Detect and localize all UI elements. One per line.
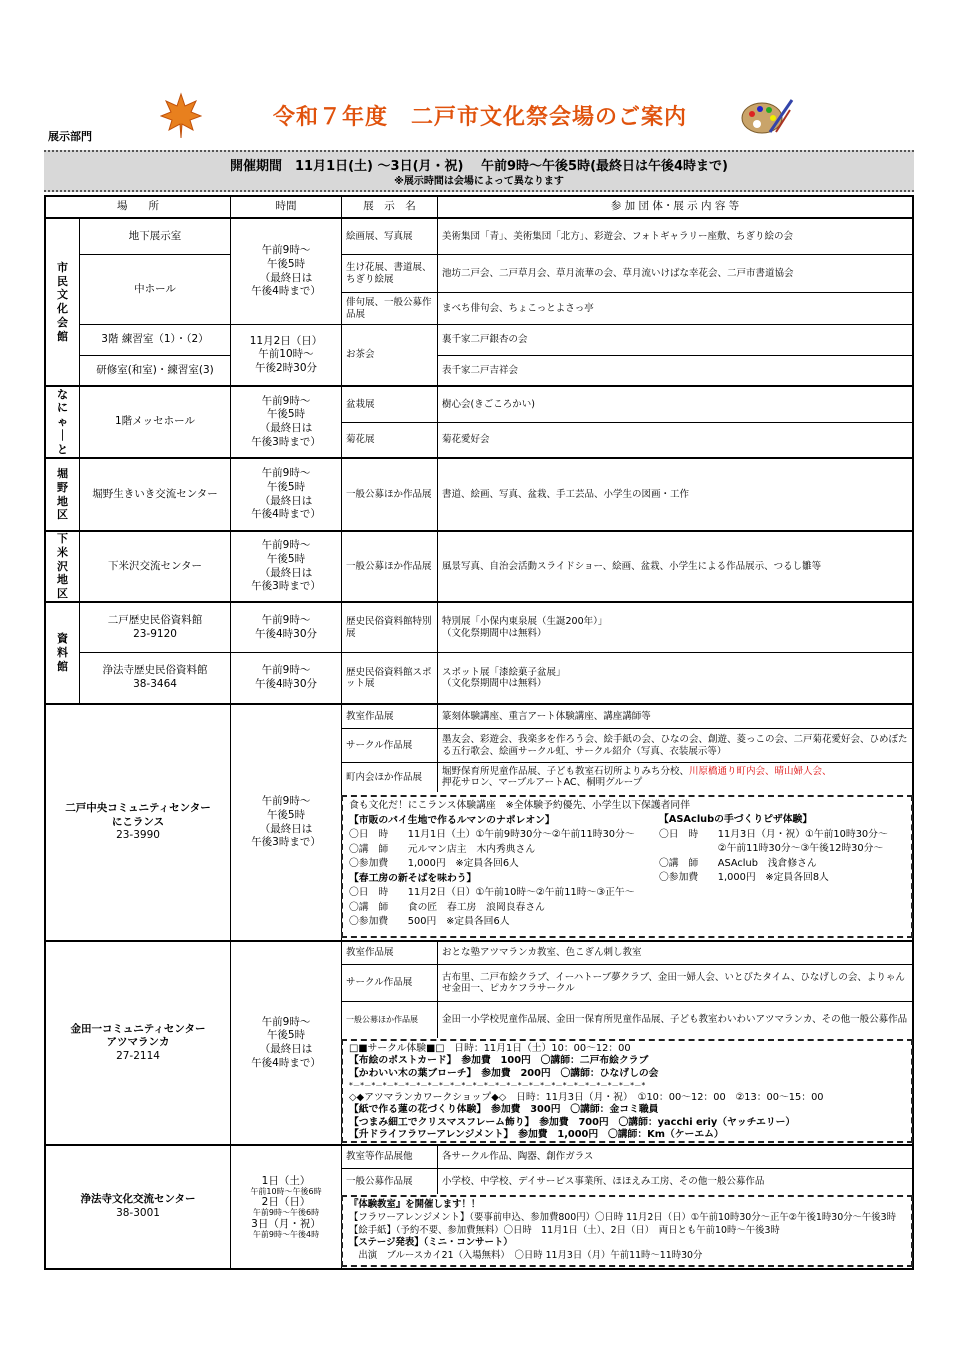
exhibit-museum-special: 歴史民俗資料館特別展 (346, 616, 432, 639)
box-line: 【紙で作る蓮の花づくり体験】 参加費 300円 〇講師：金コミ職員 (349, 1104, 659, 1116)
vertical-label (57, 467, 68, 522)
venue-group-horino (46, 459, 79, 530)
box-line: 〇参加費 500円 ※定員各回6人 (349, 916, 510, 927)
venue-group-nanya (46, 387, 79, 457)
groups-j-class: 各サークル作品、陶器、創作ガラス (442, 1151, 594, 1163)
room-practice-3f: 3階 練習室（1）・（2） (101, 333, 209, 346)
vertical-char: 地 (57, 573, 68, 587)
box-line: 【フラワーアレンジメント】（要事前申込、参加費800円）〇日時 11月2日（日）①午前10時30分～正午②午後1時30分～午後3時 (349, 1211, 897, 1223)
groups-haiku: まべち俳句会、ちょこっとよさっ亭 (442, 302, 594, 314)
vertical-char: ｜ (57, 428, 68, 442)
vertical-char: 会 (57, 315, 68, 329)
box-line: 【かわいい木の葉ブローチ】 参加費 200円 〇講師：ひなげしの会 (349, 1067, 659, 1079)
room-horino: 堀野生きいき交流センター (92, 487, 218, 500)
vertical-char: 野 (57, 480, 68, 494)
time-tea: 11月2日（日） 午前10時～ 午後2時30分 (249, 334, 323, 374)
page-title: 令和７年度 二戸市文化祭会場のご案内 (272, 105, 687, 130)
venue-phone: 38-3001 (116, 1207, 160, 1219)
box-line: 出演 ブルースカイ21（入場無料） 〇日時 11月3日（月）午前11時～11時30分 (349, 1250, 703, 1262)
vertical-char: ゃ (57, 415, 68, 429)
time-line: 午前9時～午後4時 (252, 1229, 320, 1239)
time-shimoyonezawa: 午前9時～ 午後5時 （最終日は 午後3時まで） (251, 539, 321, 593)
box-line: 食も文化だ！にこランス体験講座 ※全体験予約優先、小学生以下保護者同伴 (349, 800, 691, 811)
museum-name: 二戸歴史民俗資料館 (107, 613, 203, 626)
exhibit-museum-spot: 歴史民俗資料館スポット展 (346, 666, 432, 689)
vertical-char: 地 (57, 494, 68, 508)
vertical-char: 市 (57, 260, 68, 274)
groups-chrysanthemum: 菊花愛好会 (442, 434, 490, 446)
header-exhibit: 展 示 名 (363, 200, 416, 213)
room-messe-hall: 1階メッセホール (115, 415, 195, 428)
groups-k-class: おとな塾アツマランカ教室、色こぎん刺し教室 (442, 947, 642, 959)
box-line: 〇講 師 ASAclub 浅倉修さん (659, 857, 817, 869)
vertical-char: 館 (57, 659, 68, 673)
exhibit-haiku: 俳句展、一般公募作品展 (346, 297, 432, 320)
exhibit-j-public: 一般公募作品展 (346, 1175, 413, 1187)
exhibit-k-circle: サークル作品展 (346, 977, 413, 989)
vertical-char: と (57, 442, 68, 456)
vertical-char: 米 (57, 545, 68, 559)
workshop-box-joboji (341, 1195, 913, 1267)
exhibit-j-class: 教室等作品展他 (346, 1151, 413, 1163)
vertical-char: 料 (57, 646, 68, 660)
venue-name: 浄法寺文化交流センター (80, 1193, 196, 1206)
header-time: 時間 (275, 200, 297, 213)
box-line: 〇日 時 11月3日（月・祝）①午前10時30分～ (659, 828, 888, 840)
header-groups: 参 加 団 体・展 示 内 容 等 (610, 200, 740, 213)
vertical-char: 区 (57, 508, 68, 522)
museum-name: 浄法寺歴史民俗資料館 (102, 664, 208, 677)
groups-painting: 美術集団「青」、美術集団「北方」、彩遊会、フォトギャラリー座敷、ちぎり絵の会 (442, 230, 794, 242)
box-line: 【布絵のポストカード】 参加費 100円 〇講師：二戸布絵クラブ (349, 1055, 649, 1067)
time-nanya: 午前9時～ 午後5時 （最終日は 午後3時まで） (251, 394, 321, 448)
venue-group-shiryokan (46, 603, 79, 703)
groups-town-red: 川原橋通り町内会、晴山婦人会、 (689, 766, 832, 777)
vertical-char: に (57, 401, 68, 415)
groups-k-public: 金田一小学校児童作品展、金田一保育所児童作品展、子ども教室わいわいアツマランカ、その他一般公募作品 (442, 1014, 908, 1026)
time-line: 午前10時～午後6時 (250, 1187, 322, 1197)
workshop-box-kindaichi (341, 1039, 913, 1143)
vertical-char: 堀 (57, 467, 68, 480)
box-line: 〇講 師 元ルマン店主 木内秀典さん (349, 843, 536, 855)
box-line: *－*－*－*－*－*－*－*－*－*－*－*－*－*－*－*－*－*－*－*－*－*－*－*－*－*－* (349, 1080, 646, 1090)
groups-shimoyonezawa: 風景写真、自治会活動スライドショー、絵画、盆栽、小学生による作品展示、つるし雛等 (442, 560, 822, 572)
groups-tea-omote: 表千家二戸吉祥会 (442, 364, 519, 376)
event-period: 開催期間 11月1日(土) ～3日(月・祝) 午前9時～午後5時(最終日は午後4時まで) (229, 159, 729, 174)
vertical-char: 沢 (57, 559, 68, 573)
venue-phone: 23-3990 (116, 829, 160, 842)
box-line: 〇日 時 11月1日（土）①午前9時30分～②午前11時30分～ (349, 829, 635, 840)
venue-kindaichi (46, 942, 230, 1144)
groups-town-part: 堀野保育所児童作品展、子ども教室石切所よりみち分校、 (442, 766, 690, 777)
box-line: 【つまみ細工でクリスマスフレーム飾り】 参加費 700円 〇講師：yacchi eriy（ヤッチエリー） (349, 1116, 796, 1128)
exhibit-painting: 絵画展、写真展 (346, 230, 413, 242)
vertical-char: 区 (57, 587, 68, 601)
exhibit-k-class: 教室作品展 (346, 947, 394, 959)
exhibit-ikebana: 生け花展、書道展、ちぎり絵展 (346, 262, 432, 285)
section-label: 展示部門 (48, 130, 92, 143)
box-line: 『体験教室』を開催します！！ (349, 1199, 481, 1210)
box-line: 【升ドライフラワーアレンジメント】 参加費 1,000円 〇講師：Km（ケーエム） (349, 1129, 724, 1141)
box-line: 〇参加費 1,000円 ※定員各回6人 (349, 858, 519, 869)
vertical-label (57, 632, 68, 673)
venue-ninohe-chuo (46, 705, 230, 940)
box-line: ◇◆アツマランカワークショップ◆◇ 日時：11月3日（月・祝） ①10：00～12：00 ②13：00～15：00 (349, 1092, 824, 1104)
vertical-char: 化 (57, 302, 68, 315)
groups-tea-ura: 裏千家二戸銀杏の会 (442, 334, 528, 346)
box-line: 【市販のパイ生地で作るルマンのナポレオン】 (349, 814, 555, 826)
time-line: 1日（土） (261, 1175, 311, 1188)
box-line: □■サークル体験■□ 日時：11月1日（土）10：00～12：00 (349, 1043, 631, 1054)
vertical-label (57, 261, 68, 344)
header-place: 場 所 (117, 200, 159, 213)
exhibit-k-public: 一般公募ほか作品展 (346, 1014, 418, 1024)
museum-phone: 38-3464 (133, 678, 177, 690)
vertical-char: 下 (57, 532, 68, 546)
groups-ikebana: 池坊二戸会、二戸草月会、草月流華の会、草月流いけばな幸花会、二戸市書道協会 (442, 267, 794, 279)
time-museum-1: 午前9時～ 午後4時30分 (254, 613, 318, 640)
exhibit-shimoyonezawa: 一般公募ほか作品展 (346, 560, 432, 572)
venue-phone: 27-2114 (116, 1049, 160, 1062)
exhibit-town: 町内会ほか作品展 (346, 771, 423, 783)
vertical-char: 民 (57, 274, 68, 288)
groups-museum-special: 特別展「小保内東泉展（生誕200年）」 （文化祭期間中は無料） (442, 616, 608, 639)
groups-k-circle: 古布里、二戸布絵クラブ、イーハトーブ夢クラブ、金田一婦人会、いとびたタイム、ひなげしの会、よりゃんせ金田一、ピカケフラサークル (442, 971, 905, 994)
venue-name: 金田一コミュニティセンター アツマランカ (70, 1022, 206, 1049)
box-line: 〇講 師 食の匠 春工房 浪岡良春さん (349, 901, 545, 913)
exhibit-class: 教室作品展 (346, 710, 394, 722)
time-kindaichi: 午前9時～ 午後5時 （最終日は 午後4時まで） (251, 1015, 321, 1069)
time-line: 2日（日） (261, 1196, 311, 1209)
exhibit-bonsai: 盆栽展 (346, 398, 375, 410)
groups-museum-spot: スポット展「漆絵菓子盆展」 （文化祭期間中は無料） (442, 666, 566, 689)
time-line: 3日（月・祝） (251, 1217, 321, 1230)
workshop-box-chuo (341, 795, 913, 938)
venue-group-shimin (46, 219, 79, 385)
vertical-char: 館 (57, 329, 68, 343)
exhibit-tea: お茶会 (346, 349, 375, 361)
room-basement: 地下展示室 (128, 229, 182, 242)
time-line: 午前9時～午後6時 (252, 1208, 320, 1218)
room-training: 研修室(和室)・練習室(3) (96, 363, 214, 376)
room-shimoyonezawa: 下米沢交流センター (107, 559, 203, 572)
event-note: ※展示時間は会場によって異なります (394, 176, 564, 187)
vertical-label (57, 388, 68, 457)
vertical-label (57, 532, 68, 601)
groups-town-part2: 押花サロン、マーブルアートAC、桐明グループ (442, 777, 643, 789)
box-line: 【春工房の新そばを味わう】 (349, 872, 477, 884)
museum-phone: 23-9120 (133, 627, 177, 640)
groups-town (438, 763, 912, 795)
paint-palette-icon (740, 96, 794, 136)
exhibit-chrysanthemum: 菊花展 (346, 434, 375, 446)
time-ninohe-chuo: 午前9時～ 午後5時 （最終日は 午後3時まで） (251, 795, 321, 849)
box-line: ②午前11時30分～③午後12時30分～ (659, 843, 884, 854)
vertical-char: 文 (57, 288, 68, 302)
exhibit-horino: 一般公募ほか作品展 (346, 488, 432, 500)
exhibit-circle: サークル作品展 (346, 739, 413, 751)
box-line: 【ステージ発表】（ミニ・コンサート） (349, 1237, 513, 1249)
venue-name: 二戸中央コミュニティセンター にこランス (65, 802, 211, 828)
groups-bonsai: 樹心会(きごころかい) (442, 398, 535, 410)
box-line: 【絵手紙】（予約不要、参加費無料）〇日時 11月1日（土）、2日（日） 両日とも午前10時～午後3時 (349, 1224, 780, 1236)
groups-circle: 墨友会、彩遊会、我楽多を作ろう会、絵手紙の会、ひなの会、創遊、菱っこの会、二戸菊花愛好会、ひめぼたる五行歌会、絵画サークル虹、サークル紹介（写真、衣装展示等） (442, 734, 908, 757)
groups-j-public: 小学校、中学校、デイサービス事業所、ほほえみ工房、その他一般公募作品 (442, 1175, 765, 1187)
time-horino: 午前9時～ 午後5時 （最終日は 午後4時まで） (251, 467, 321, 521)
room-joboji-museum (80, 653, 230, 703)
groups-horino: 書道、絵画、写真、盆栽、手工芸品、小学生の図画・工作 (442, 488, 690, 500)
time-joboji (231, 1146, 341, 1268)
vertical-char: な (57, 387, 68, 401)
box-line: 【ASAclubの手づくりピザ体験】 (659, 814, 813, 825)
venue-group-shimoyonezawa (46, 532, 79, 601)
box-line: 〇日 時 11月2日（日）①午前10時～②午前11時～③正午～ (349, 887, 635, 898)
time-museum-2: 午前9時～ 午後4時30分 (254, 664, 318, 690)
time-shimin: 午前9時～ 午後5時 （最終日は 午後4時まで） (251, 244, 321, 298)
event-period-banner (44, 150, 914, 192)
room-middle-hall: 中ホール (134, 282, 176, 295)
room-ninohe-museum (80, 603, 230, 652)
vertical-char: 資 (57, 632, 68, 646)
maple-leaf-icon (160, 92, 202, 140)
box-line: 〇参加費 1,000円 ※定員各回8人 (659, 872, 829, 883)
venue-joboji (46, 1146, 230, 1268)
groups-class: 篆刻体験講座、重言アート体験講座、講座講師等 (442, 710, 651, 722)
workshop-pizza (659, 813, 888, 886)
